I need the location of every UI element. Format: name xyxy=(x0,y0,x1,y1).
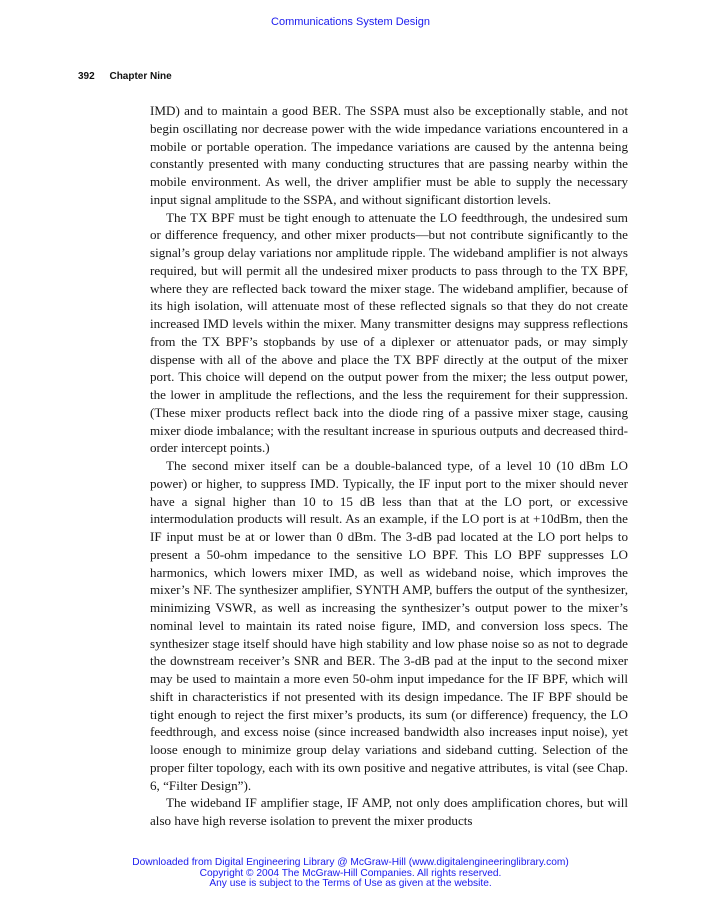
running-head xyxy=(78,71,172,82)
body-text xyxy=(150,102,628,830)
footer-download-link[interactable]: Downloaded from Digital Engineering Library @ McGraw-Hill (www.digitalengineeringlibrary.com) xyxy=(132,857,569,868)
paragraph-3: The second mixer itself can be a double-balanced type, of a level 10 (10 dBm LO power) or higher, to suppress IMD. Typically, the IF input port to the mixer should never have a signal higher than 10 to 15 dB less than that at the LO port, or excessive intermodulation products will result. As an example, if the LO port is at +10dBm, then the IF input must be at or lower than 0 dBm. The 3-dB pad located at the LO port helps to present a 50-ohm impedance to the sensitive LO BPF. This LO BPF suppresses LO harmonics, which lowers mixer IMD, as well as wideband noise, which improves the mixer’s NF. The synthesizer amplifier, SYNTH AMP, buffers the output of the synthesizer, minimizing VSWR, as well as increasing the synthesizer’s output power to the mixer’s nominal level to maintain its rated noise figure, IMD, and conversion loss specs. The synthesizer stage itself should have high stability and low phase noise so as not to degrade the downstream receiver’s SNR and BER. The 3-dB pad at the input to the second mixer may be used to maintain a more even 50-ohm input impedance for the IF BPF, which will shift in characteristics if not presented with its design impedance. The IF BPF should be tight enough to reject the first mixer’s products, its sum (or difference) frequency, the LO feedthrough, and excess noise (since increased bandwidth also increases input noise), yet loose enough to minimize group delay variations and sideband cutting. Selection of the proper filter topology, each with its own positive and negative attributes, is vital (see Chap. 6, “Filter Design”). xyxy=(150,458,628,793)
chapter-title: Chapter Nine xyxy=(109,71,172,82)
footer-copyright[interactable]: Copyright © 2004 The McGraw-Hill Companies. All rights reserved. xyxy=(199,867,502,879)
paragraph-4: The wideband IF amplifier stage, IF AMP, not only does amplification chores, but will also have high reverse isolation to prevent the mixer products xyxy=(150,795,628,828)
footer xyxy=(0,858,701,890)
page-number: 392 xyxy=(78,71,95,82)
paragraph-2: The TX BPF must be tight enough to attenuate the LO feedthrough, the undesired sum or difference frequency, and other mixer products—but not contribute significantly to the signal’s group delay variations nor amplitude ripple. The wideband amplifier is not always required, but will permit all the undesired mixer products to pass through to the TX BPF, where they are reflected back toward the mixer stage. The wideband amplifier, because of its high isolation, will attenuate most of these reflected signals so that they do not create increased IMD levels within the mixer. Many transmitter designs may suppress reflections from the TX BPF’s stopbands by use of a diplexer or attenuator pads, or may simply dispense with all of the above and place the TX BPF directly at the output of the mixer port. This choice will depend on the output power from the mixer; the less output power, the lower in amplitude the reflections, and the less the requirement for their suppression. (These mixer products reflect back into the diode ring of a passive mixer stage, causing mixer diode imbalance; with the resultant increase in spurious outputs and decreased third-order intercept points.) xyxy=(150,209,628,456)
paragraph-1: IMD) and to maintain a good BER. The SSPA must also be exceptionally stable, and not begin oscillating nor decrease power with the wide impedance variations encountered in a mobile or portable operation. The impedance variations are caused by the antenna being constantly presented with many conducting structures that are passing nearby within the mobile environment. As well, the driver amplifier must be able to supply the necessary input signal amplitude to the SSPA, and without significant distortion levels. xyxy=(150,103,628,207)
footer-terms-link[interactable]: Any use is subject to the Terms of Use as given at the website. xyxy=(209,878,492,889)
banner-title[interactable]: Communications System Design xyxy=(271,16,430,28)
